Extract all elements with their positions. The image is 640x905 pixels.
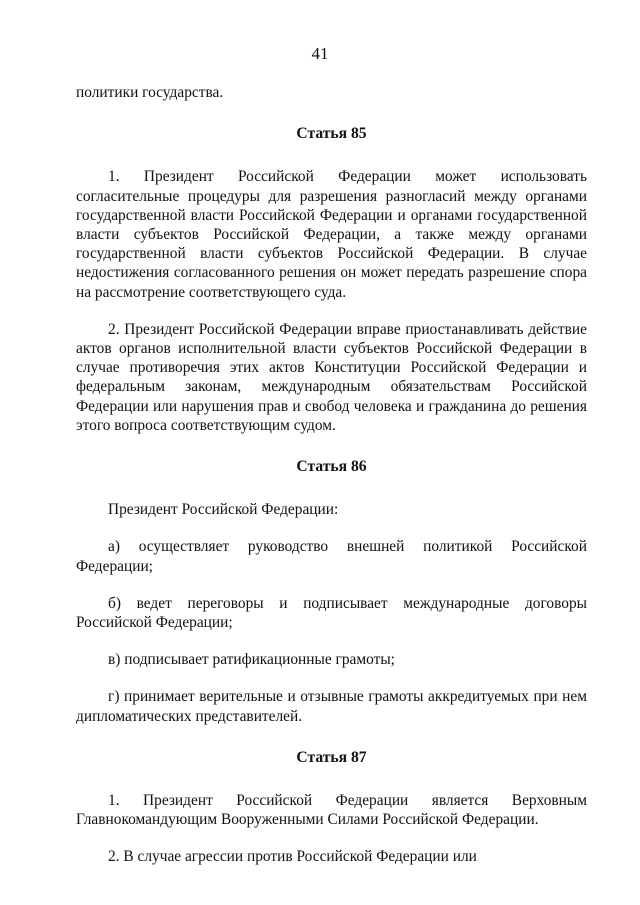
article-85-paragraph-1: 1. Президент Российской Федерации может использовать согласительные процедуры для разрешения разногласий между органами государственной власти Российской Федерации и органами государственной власти субъектов Российской Федерации, а также между органами государственной власти субъектов Российской Федерации. В случае недостижения согласованного решения он может передать разрешение спора на рассмотрение соответствующего суда. bbox=[76, 168, 587, 301]
page-number: 41 bbox=[311, 44, 329, 63]
article-87-paragraph-1: 1. Президент Российской Федерации является Верховным Главнокомандующим Вооруженными Силами Российской Федерации. bbox=[76, 792, 587, 829]
article-86-item-a: а) осуществляет руководство внешней политикой Российской Федерации; bbox=[76, 538, 587, 575]
article-86-item-b: б) ведет переговоры и подписывает международные договоры Российской Федерации; bbox=[76, 594, 587, 632]
article-86-item-g: г) принимает верительные и отзывные грамоты аккредитуемых при нем дипломатических представителей. bbox=[76, 688, 587, 725]
article-87-heading: Статья 87 bbox=[296, 748, 367, 766]
document-body bbox=[76, 83, 587, 867]
article-85-paragraph-2: 2. Президент Российской Федерации вправе приостанавливать действие актов органов исполнительной власти субъектов Российской Федерации в случае противоречия этих актов Конституции Российской Федерации и федеральным законам, международным обязательствам Российской Федерации или нарушения прав и свобод человека и гражданина до решения этого вопроса соответствующим судом. bbox=[76, 320, 587, 434]
continuation-text: политики государства. bbox=[76, 84, 224, 101]
article-85-heading: Статья 85 bbox=[296, 125, 367, 143]
article-86-item-v: в) подписывает ратификационные грамоты; bbox=[108, 651, 395, 669]
article-86-intro: Президент Российской Федерации: bbox=[108, 501, 339, 519]
article-86-heading: Статья 86 bbox=[296, 458, 367, 476]
article-87-paragraph-2: 2. В случае агрессии против Российской Федерации или bbox=[108, 848, 477, 866]
